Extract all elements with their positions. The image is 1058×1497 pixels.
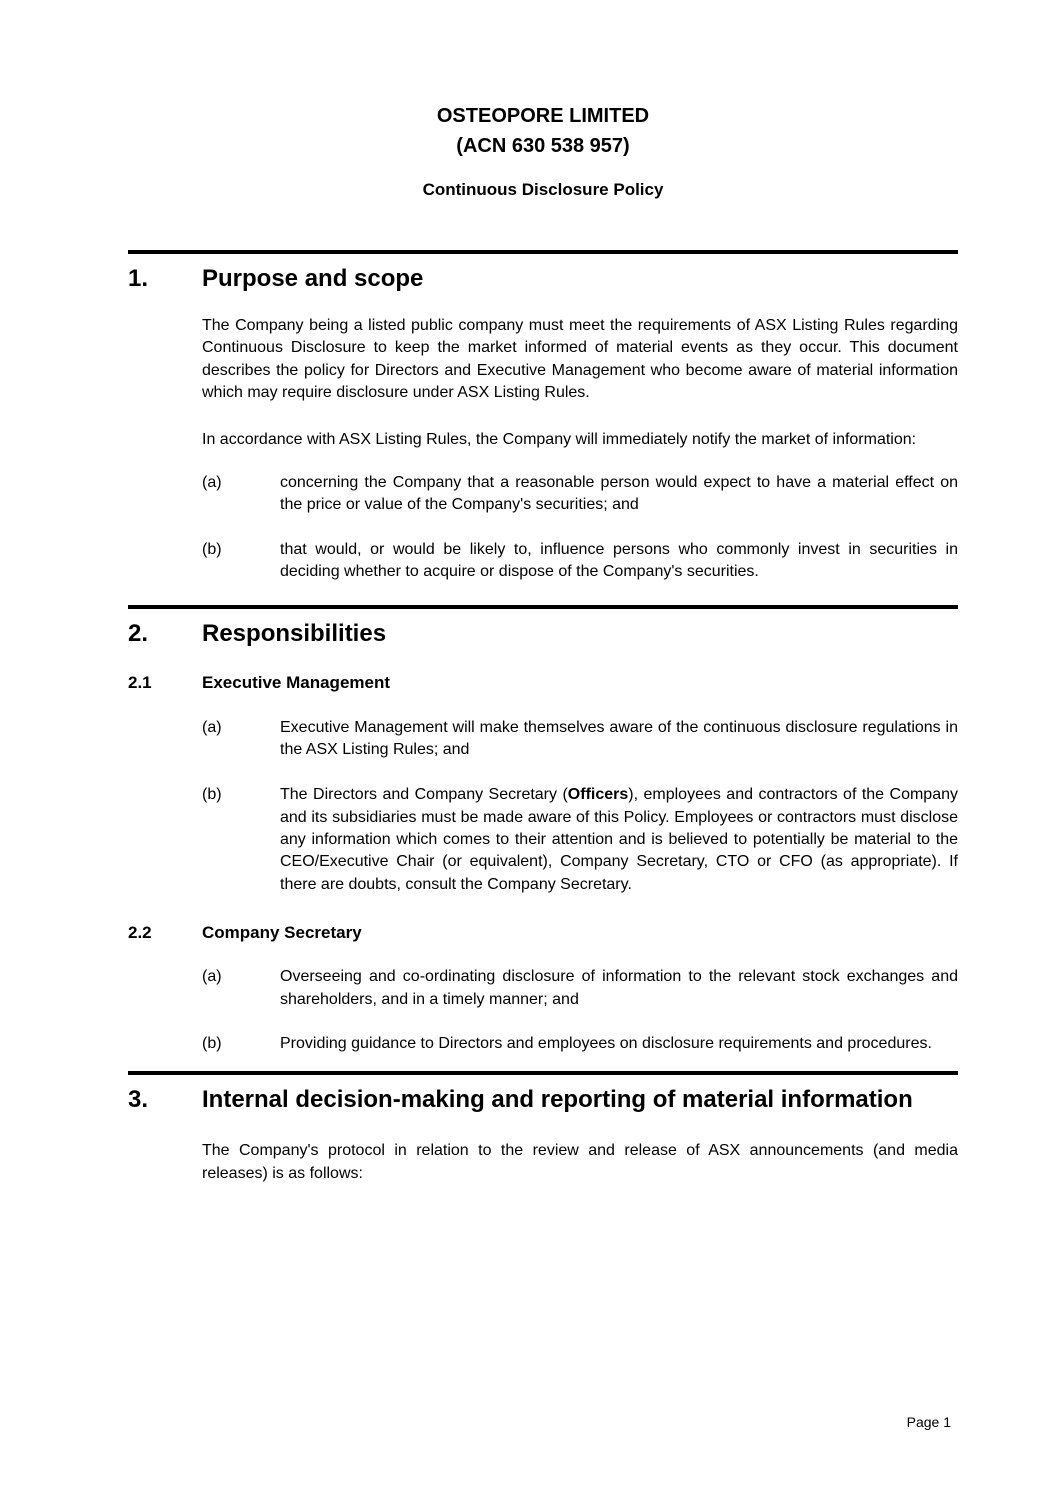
list-item-label: (a): [202, 968, 222, 986]
section-number: 1.: [128, 265, 149, 292]
section-1-body: [202, 315, 958, 584]
list-item: [202, 472, 958, 517]
section-divider: [128, 1071, 958, 1075]
subsection-2-1-body: [202, 717, 958, 897]
subsection-title: Executive Management: [202, 672, 391, 692]
list-item-text: Executive Management will make themselves aware of the continuous disclosure regulations in the ASX Listing Rules; and: [280, 718, 958, 758]
paragraph: The Company being a listed public company must meet the requirements of ASX Listing Rules regarding Continuous Disclosure to keep the market informed of material events as they occur. This document describes the policy for Directors and Executive Management who become aware of material information which may require disclosure under ASX Listing Rules.: [202, 317, 958, 402]
list-item-label: (b): [202, 786, 222, 804]
company-name: OSTEOPORE LIMITED: [436, 105, 650, 127]
list-item-text: that would, or would be likely to, influence persons who commonly invest in securities in deciding whether to acquire or dispose of the Company's securities.: [280, 540, 958, 581]
section-title: Internal decision-making and reporting of material information: [202, 1086, 913, 1114]
list-item-text: Overseeing and co-ordinating disclosure of information to the relevant stock exchanges and shareholders, and in a timely manner; and: [280, 968, 958, 1008]
list-item-label: (a): [202, 473, 222, 491]
list-item-text: Providing guidance to Directors and employees on disclosure requirements and procedures.: [280, 1035, 932, 1053]
subsection-title: Company Secretary: [202, 923, 362, 943]
section-divider: [128, 605, 958, 609]
subsection-2-1-heading: [128, 671, 958, 695]
list-item: [202, 1033, 958, 1055]
list-item-text-post: ), employees and contractors of the Company and its subsidiaries must be made aware of this Policy. Employees or contractors must disclose any information which comes to their attention and is believed to potentially be material to the CEO/Executive Chair (or equivalent), Company Secretary, CTO or CFO (as appropriate). If there are doubts, consult the Company Secretary.: [280, 786, 959, 893]
paragraph: The Company's protocol in relation to the review and release of ASX announcements (and media releases) is as follows:: [202, 1142, 958, 1182]
list-item-text: [280, 784, 958, 896]
subsection-number: 2.1: [128, 672, 152, 692]
section-divider: [128, 250, 958, 254]
document-content: [128, 0, 958, 1185]
subsection-number: 2.2: [128, 923, 152, 943]
list-item-text-pre: The Directors and Company Secretary (: [280, 786, 568, 804]
list-item: [202, 717, 958, 762]
section-1-heading: [128, 263, 958, 294]
officers-term: Officers: [567, 786, 629, 804]
subsection-2-2-body: [202, 966, 958, 1055]
section-number: 2.: [128, 619, 149, 647]
section-title: Responsibilities: [202, 619, 387, 647]
list-item-label: (a): [202, 718, 222, 736]
list-item-text: concerning the Company that a reasonable person would expect to have a material effect on the price or value of the Company's securities; and: [280, 473, 958, 514]
list-item: [202, 784, 958, 896]
document-title: Continuous Disclosure Policy: [422, 180, 664, 199]
list-item-label: (b): [202, 1035, 222, 1053]
page-number: Page 1: [906, 1414, 951, 1430]
subsection-2-2-heading: [128, 921, 958, 945]
paragraph: In accordance with ASX Listing Rules, the Company will immediately notify the market of information:: [202, 430, 917, 448]
section-3-body: [202, 1140, 958, 1185]
list-item-label: (b): [202, 540, 222, 558]
section-title: Purpose and scope: [202, 265, 424, 292]
section-2-heading: [128, 618, 958, 649]
company-acn: (ACN 630 538 957): [456, 135, 630, 157]
list-item: [202, 539, 958, 584]
section-3-heading: [128, 1084, 958, 1115]
document-header: [128, 101, 958, 202]
list-item: [202, 966, 958, 1011]
section-number: 3.: [128, 1086, 149, 1114]
